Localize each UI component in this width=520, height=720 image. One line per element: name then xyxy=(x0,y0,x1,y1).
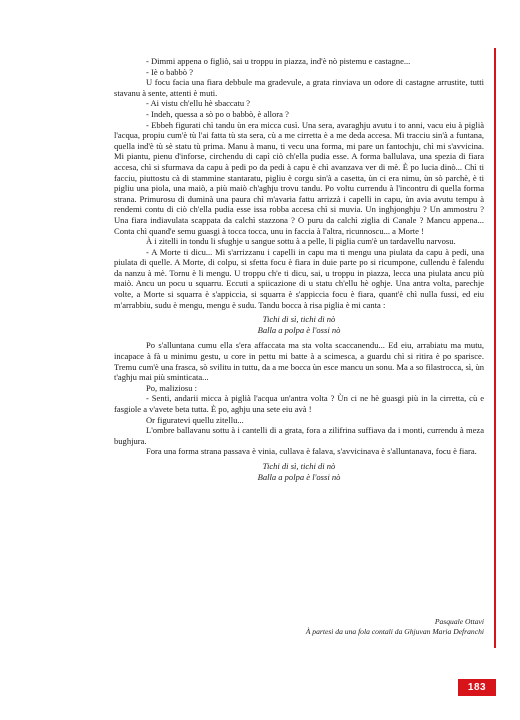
paragraph: Po, maliziosu : xyxy=(146,382,198,393)
paragraph: - Indeh, quessa a sò po o babbò, è allora ? xyxy=(146,108,289,119)
page-number: 183 xyxy=(467,682,487,693)
paragraph: L'ombre ballavanu sottu à i cantelli di a grata, fora a zilifrina suffiava da i monti, currendu à meza bughjura. xyxy=(114,425,484,446)
page-number-tab xyxy=(458,679,496,696)
paragraph: - Ebbeh figurati chì tandu ùn era micca cusì. Una sera, avaraghju avutu i to anni, vacu eiu à piglià l'acqua, propiu cum'è tù l'ai fatta tù sta sera, cù a me cirretta è a me deda accesa. Mi tracciu sin'à a funtana, quella ind'è tù sè statu tù prima. Manu à manu, ti vecu una forma, mi pare un fantochju, chì mi s'avvicina. Mi piantu, pienu d'inforse, circhendu di capì ciò ch'ella pudia esse. A forma ballulava, una spezia di fiara accesa, chì si sfurmava da capu à pedi po da pedi à capu è chì avanzava ver di mè. È po lucia dinò... Chì ti facciu, piuttostu cà di stammine stantaratu, pigliu è corgu sin'à a casetta, ùn ci era nimu, ùn sò parchè, è ti pigliu una piola, una maiò, a più maiò ch'aghju trovu tandu. Po voltu currendu à l'incontru di quella forma strana. Primurosu di duminà una paura chì m'avaria fattu arrizzà i capelli in capu, ùn avia avutu tempu à rendemi contu di ciò ch'ella pudia esse issa robba accesa chì si muvia. Un inghjonghju ? Un ammostru ? Una fiara indiavulata scappata da calchì stazzona ? O puru da calchì ziglia di Canale ? Mancu appena... Conta chì quand'e semu guasgi à tocca tocca, unu in faccia à l'altra, ricunnoscu... a Morte ! xyxy=(114,119,484,236)
refrain-line: Tichi di sì, tichi di nò xyxy=(262,460,336,471)
paragraph: - Iè o babbò ? xyxy=(146,66,193,77)
paragraph: - Ai vistu ch'ellu hè sbaccatu ? xyxy=(146,98,251,109)
source-note: À partesi da una fola contali da Ghjuvan Maria Defranchi xyxy=(305,626,484,636)
refrain-line: Tichi di sì, tichi di nò xyxy=(262,314,336,325)
paragraph: Or figuratevi quellu zitellu... xyxy=(146,414,244,425)
credits xyxy=(306,617,484,637)
paragraph: Po s'alluntana cumu ella s'era affaccata ma sta volta scaccanendu... Ed eiu, arrabiatu ma mutu, incapace à fà u minimu gestu, u core in pettu mi batte à a scimesca, a guardu chì si ritira è po sparisce. Tremu cum'è una frasca, sò svilitu in tuttu, da a me bocca ùn esce mancu un sonu. Ma a so filastrocca, sì, ùn t'aghju mai più sminticata... xyxy=(114,340,484,383)
paragraph: - Dimmi appena o figliò, sai u troppu in piazza, ind'è nò pistemu e castagne... xyxy=(146,56,411,66)
refrain-verse-repeat xyxy=(114,461,484,482)
refrain-verse xyxy=(114,314,484,335)
paragraph: - A Morte ti dicu... Mi s'arrizzanu i capelli in capu ma ti mengu una piulata da capu à pedi, una piulata di quelle. A Morte, di colpu, si sfetta focu è fiara in duie parte po si ricumpone, cullendu è falendu da nanzu à mè. Tornu è li mengu. U troppu ch'e ti dicu, sai, u troppu in piazza, lecca una piulata ancu più maiò. Ancu un pocu u squarru. Eccuti a spiicazione di u statu ch'ellu hè oghje. Una antra volta, parechje volte, a Morte si squarra è s'appiccia, si squarra è s'appiccia focu è fiara, quant'è chì nulla fussi, ed eiu m'arrabbiu, sudu è mengu, mengu è sudu. Tandu bocca à risa piglia è mi canta : xyxy=(114,246,484,310)
story-text xyxy=(114,56,484,487)
paragraph: À i zitelli in tondu li sfughje u sangue sottu à a pelle, li piglia cum'è un tardavellu narvosu. xyxy=(146,236,456,247)
author-name: Pasquale Ottavi xyxy=(434,617,484,626)
paragraph: Fora una forma strana passava è vinia, cullava è falava, s'avvicinava è s'alluntanava, focu è fiara. xyxy=(146,446,477,457)
paragraph: - Senti, andarii micca à piglià l'acqua un'antra volta ? Ùn ci ne hè guasgi più in la cirretta, cù e fasgiole a v'avete beta tutta. È po, aghju una sete eiu avà ! xyxy=(114,393,484,414)
paragraph: U focu facia una fiara debbule ma gradevule, a grata rinviava un odore di castagne arrustite, tutti stavanu à sente, attenti è muti. xyxy=(114,77,484,98)
red-margin-rule xyxy=(494,48,496,648)
refrain-line: Balla a polpa è l'ossi nò xyxy=(257,324,341,335)
refrain-line: Balla a polpa è l'ossi nò xyxy=(257,471,341,482)
